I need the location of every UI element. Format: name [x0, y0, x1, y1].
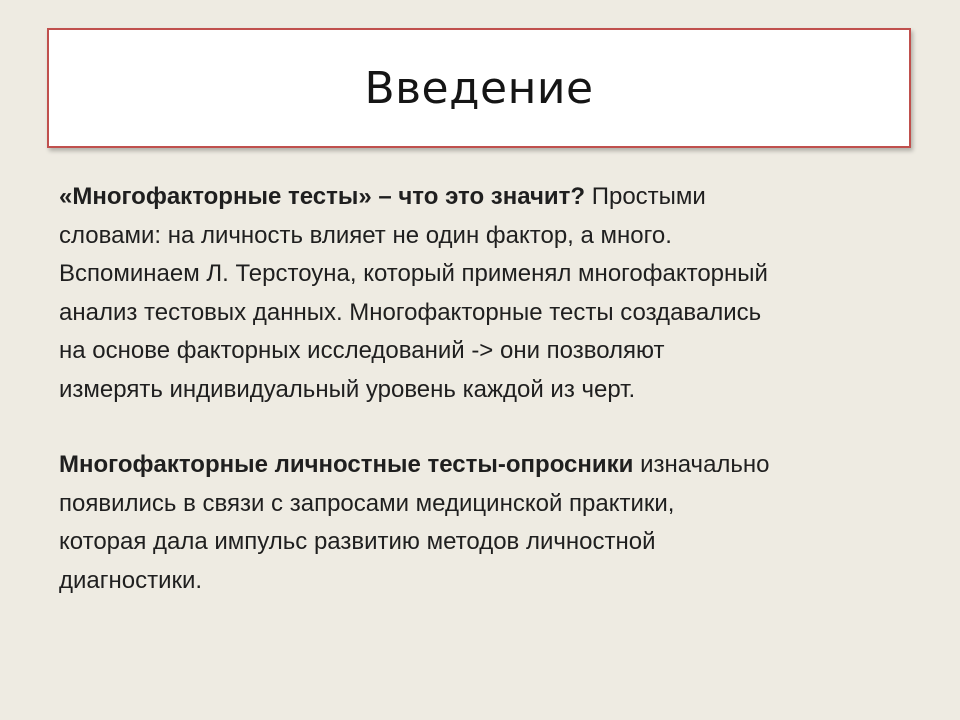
para1-line1-rest: Простыми: [585, 183, 706, 210]
para2-line2: появились в связи с запросами медицинской практики,: [59, 489, 675, 517]
title-box: [47, 28, 911, 148]
slide-title: Введение: [364, 62, 594, 114]
paragraph-1: [59, 178, 909, 409]
paragraph-2: [59, 446, 909, 600]
para1-line1-bold: «Многофакторные тесты» – что это значит?: [59, 183, 586, 210]
para1-line3: Вспоминаем Л. Терстоуна, который применял многофакторный: [59, 260, 768, 287]
para1-line6: измерять индивидуальный уровень каждой из черт.: [59, 375, 636, 403]
slide-body: [59, 178, 909, 600]
para2-line1-rest: изначально: [633, 451, 770, 478]
para1-line4: анализ тестовых данных. Многофакторные тесты создавались: [59, 298, 762, 326]
para1-line2: словами: на личность влияет не один фактор, а много.: [59, 221, 672, 249]
para2-line3: которая дала импульс развитию методов личностной: [59, 528, 656, 555]
para2-line4: диагностики.: [59, 566, 203, 594]
para1-line5: на основе факторных исследований -> они позволяют: [59, 337, 665, 364]
para2-line1-bold: Многофакторные личностные тесты-опросники: [59, 451, 634, 478]
